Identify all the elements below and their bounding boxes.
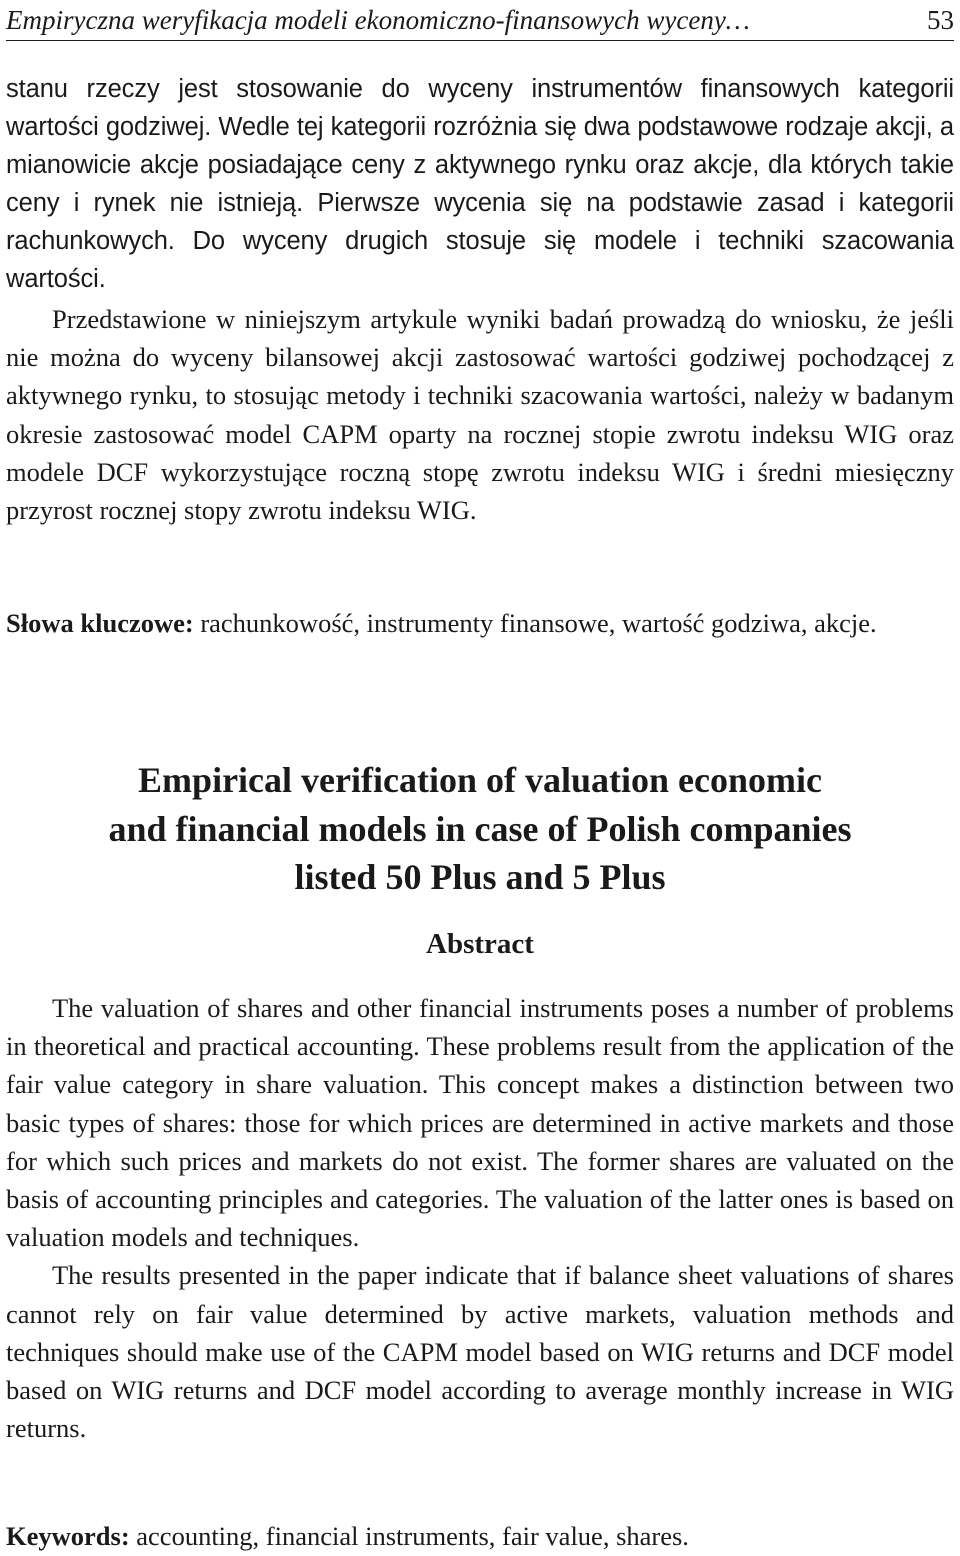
polish-paragraph-1: stanu rzeczy jest stosowanie do wyceny instrumentów finansowych kategorii wartości godziwej. Wedle tej kategorii rozróżnia się dwa podstawowe rodzaje akcji, a mianowicie akcje posiadające ceny z aktywnego rynku oraz akcje, dla których takie ceny i rynek nie istnieją. Pierwsze wycenia się na podstawie zasad i kategorii rachunkowych. Do wyceny drugich stosuje się modele i techniki szacowania wartości.: [6, 75, 954, 293]
running-header: [6, 0, 954, 41]
polish-keywords-label: Słowa kluczowe:: [6, 608, 194, 638]
page-number: 53: [927, 4, 954, 35]
english-keywords-label: Keywords:: [6, 1521, 130, 1551]
english-title-line-3: listed 50 Plus and 5 Plus: [294, 857, 666, 897]
polish-paragraph-2: Przedstawione w niniejszym artykule wyniki badań prowadzą do wniosku, że jeśli nie można do wyceny bilansowej akcji zastosować wartości godziwej pochodzącej z aktywnego rynku, to stosując metody i techniki szacowania wartości, należy w badanym okresie zastosować model CAPM oparty na rocznej stopie zwrotu indeksu WIG oraz modele DCF wykorzystujące roczną stopę zwrotu indeksu WIG i średni miesięczny przyrost rocznej stopy zwrotu indeksu WIG.: [6, 304, 954, 526]
english-paragraph-1: The valuation of shares and other financial instruments poses a number of problems in theoretical and practical accounting. These problems result from the application of the fair value category in share valuation. This concept makes a distinction between two basic types of shares: those for which prices are determined in active markets and those for which such prices and markets do not exist. The former shares are valuated on the basis of accounting principles and categories. The valuation of the latter ones is based on valuation models and techniques.: [6, 993, 954, 1253]
polish-abstract-body: [6, 70, 954, 298]
english-keywords: [6, 1517, 954, 1555]
english-keywords-text: accounting, financial instruments, fair value, shares.: [129, 1521, 689, 1551]
abstract-heading: Abstract: [426, 928, 534, 960]
english-title-line-2: and financial models in case of Polish companies: [108, 808, 852, 849]
english-title-line-1: Empirical verification of valuation economic: [138, 760, 822, 800]
polish-keywords-text: rachunkowość, instrumenty finansowe, wartość godziwa, akcje.: [193, 608, 877, 638]
running-title: Empiryczna weryfikacja modeli ekonomiczno-finansowych wyceny…: [6, 4, 750, 35]
english-paragraph-2: The results presented in the paper indicate that if balance sheet valuations of shares cannot rely on fair value determined by active markets, valuation methods and techniques should make use of the CAPM model based on WIG returns and DCF model based on WIG returns and DCF model according to average monthly increase in WIG returns.: [6, 1260, 954, 1444]
english-abstract-body: [6, 989, 954, 1447]
polish-keywords: [6, 604, 954, 642]
polish-abstract-continuation: [6, 300, 954, 529]
english-title: [0, 756, 960, 902]
